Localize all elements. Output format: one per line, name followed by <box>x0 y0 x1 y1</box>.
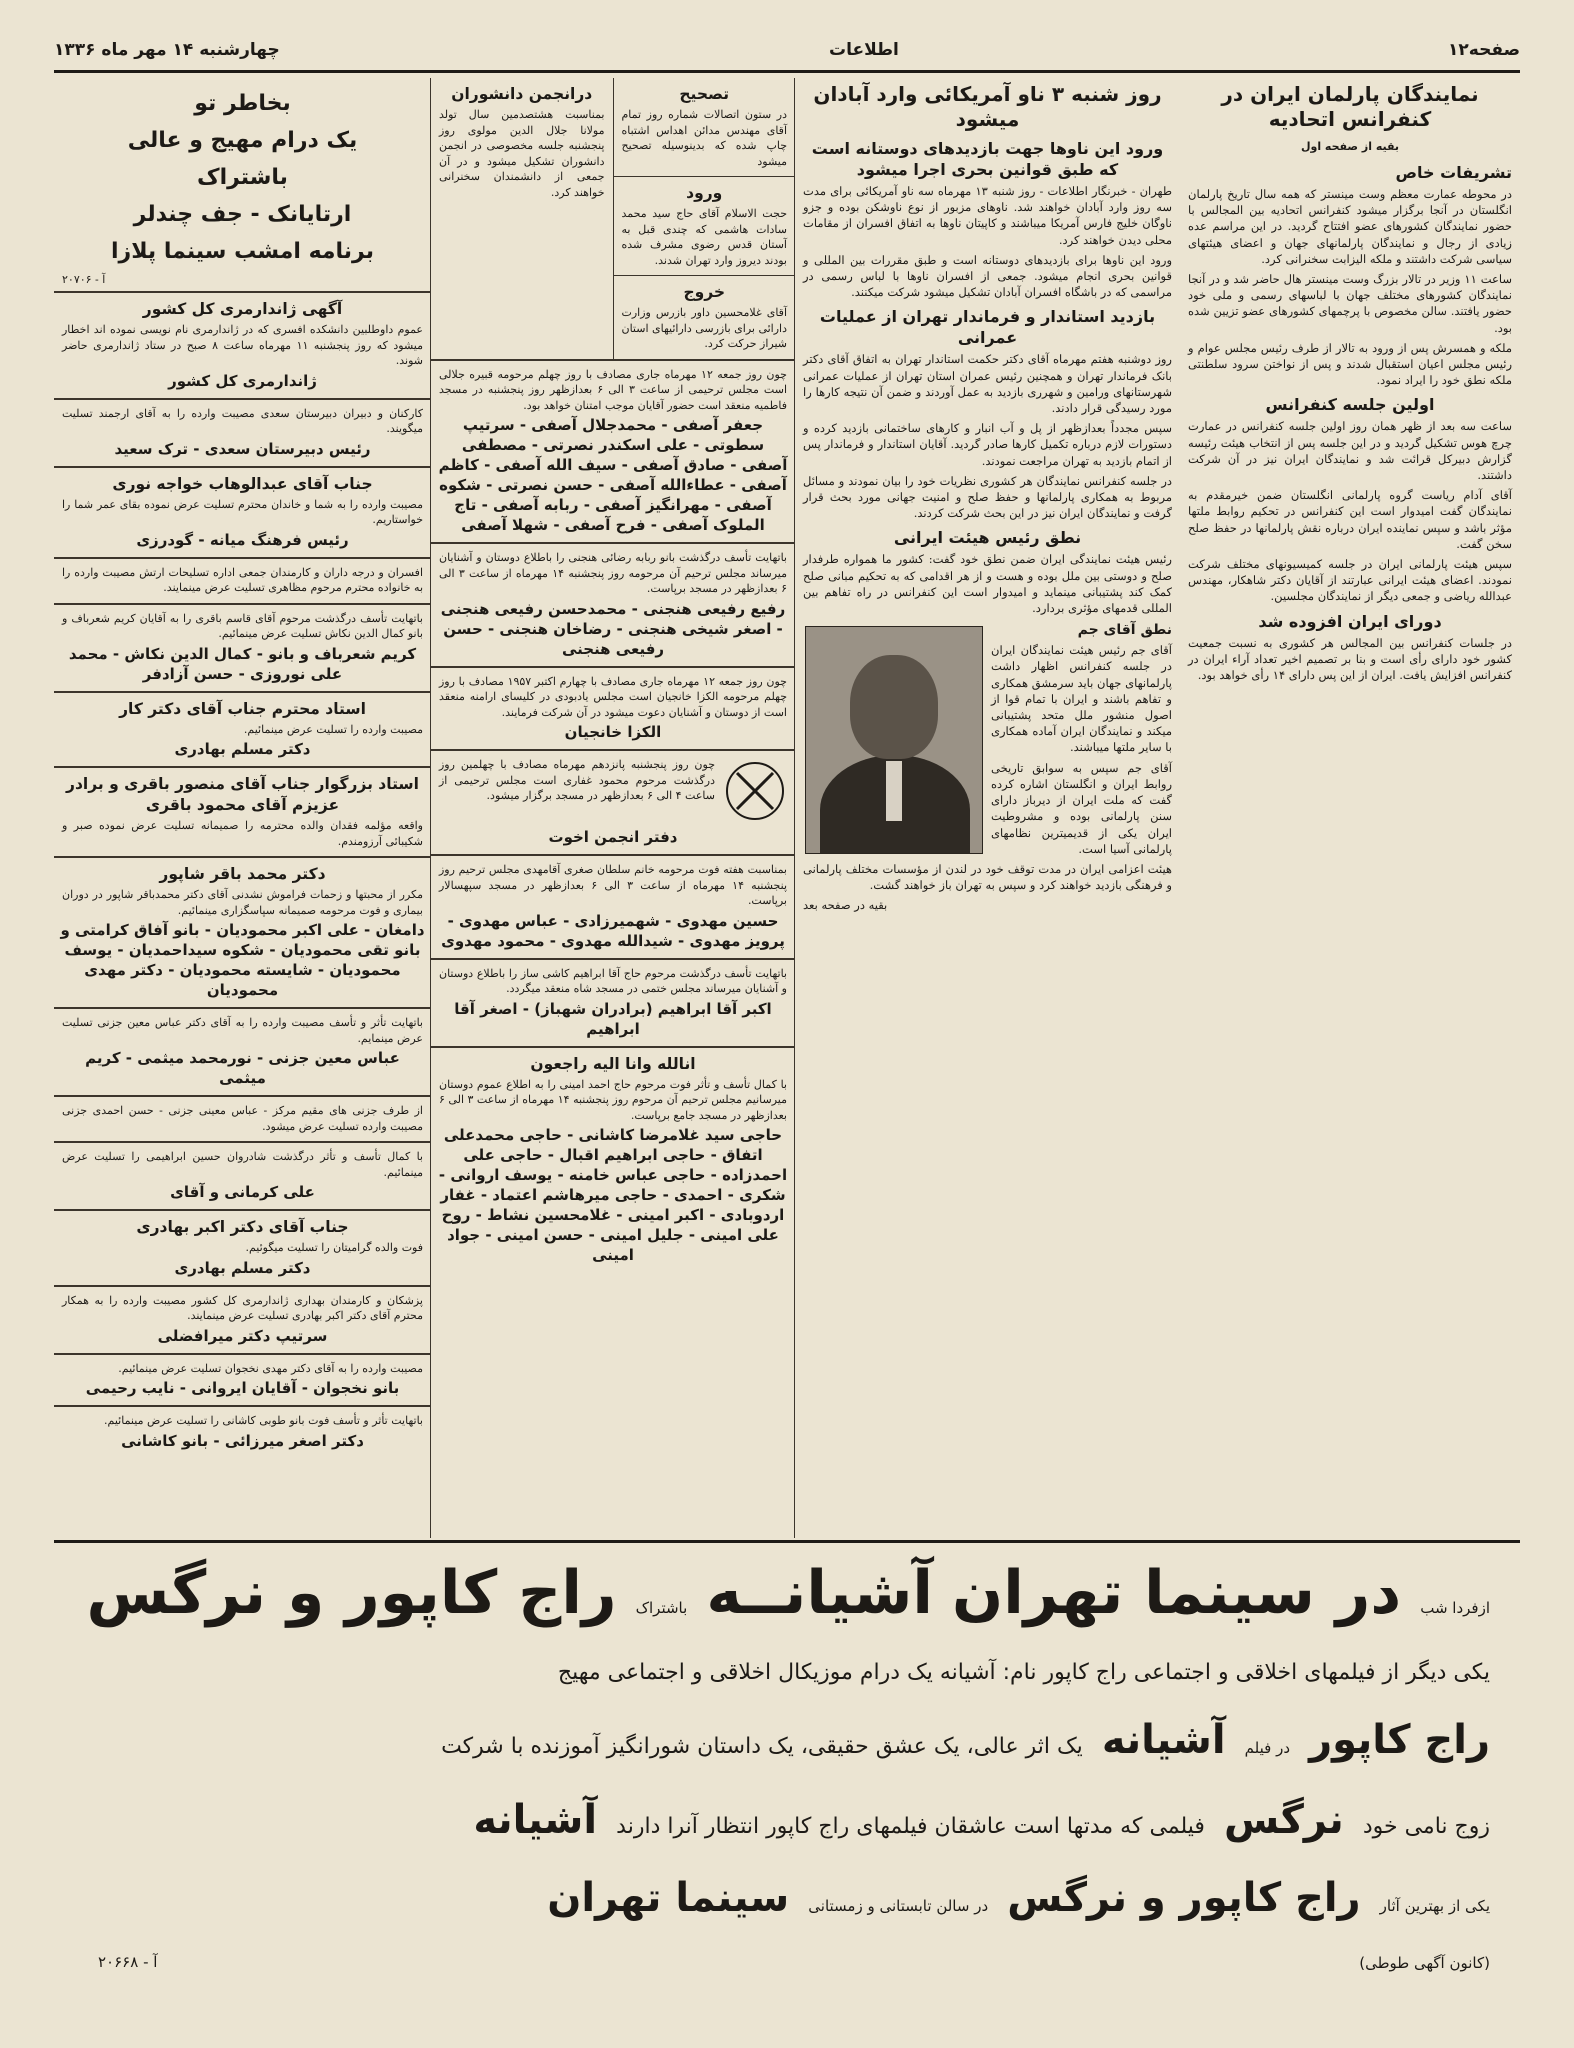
notice-body: بمناسبت هفته فوت مرحومه خانم سلطان صغری آقامهدی مجلس ترحیم روز پنجشنبه ۱۴ مهرماه از ساعت ۳ الی ۶ بعدازظهر در مسجد سپهسالار برپاست. <box>439 863 788 907</box>
notice-signature: دکتر مسلم بهادری <box>174 740 311 758</box>
memorial-notice <box>431 361 795 545</box>
condolence-notice <box>54 1287 431 1355</box>
subheading: نطق رئیس هیئت ایرانی <box>893 528 1082 548</box>
condolence-notice <box>54 605 431 693</box>
notice-heading: آگهی ژاندارمری کل کشور <box>142 300 343 318</box>
notice-signature: اکبر آقا ابراهیم (برادران شهباز) - اصغر آقا ابراهیم <box>454 999 772 1038</box>
paragraph: در محوطه عمارت معظم وست مینستر که همه سال تاریخ پارلمان انگلستان در آنجا برگزار میشود کنفرانس اتحادیه بین المجالس با حضور نمایندگان کشورهای عضو افتتاح گردید. در این مراسم عده زیادی از رجال و نمایندگان پارلمانهای جهان و اعضای هیئتهای سیاسی شرکت داشتند و ملکه الیزابت سخنرانی کرد. <box>1188 187 1512 266</box>
ad-text: یکی از بهترین آثار <box>1379 1897 1490 1915</box>
notice-body: حجت الاسلام آقای حاج سید محمد سادات هاشمی که چندی قبل به آستان قدس رضوی مشرف شده بودند دیروز وارد تهران شدند. <box>621 207 787 267</box>
notice-body: باتهایت تأثر و تأسف مصیبت وارده را به آقای دکتر عباس معین جزنی تسلیت عرض مینمایم. <box>62 1016 423 1045</box>
notice-body: فوت والده گرامیتان را تسلیت میگوئیم. <box>245 1241 423 1254</box>
notice-signature: علی کرمانی و آقای <box>170 1183 315 1201</box>
notice-heading: دکتر محمد باقر شاپور <box>159 865 326 883</box>
notice-body: افسران و درجه داران و کارمندان جمعی اداره تسلیحات ارتش مصیبت وارده را به خانواده محترم مرحوم مظاهری تسلیت عرض مینمایند. <box>62 565 423 594</box>
correction-notice <box>614 78 796 177</box>
notice-body: مکرر از محبتها و زحمات فراموش نشدنی آقای دکتر محمدباقر شاپور در دوران بیماری و فوت مرحومه صمیمانه سپاسگزاری مینمائیم. <box>62 888 423 917</box>
notice-heading: جناب آقای دکتر اکبر بهادری <box>136 1218 349 1236</box>
ad-text: راج کاپور و نرگس <box>1007 1875 1361 1921</box>
notice-body: با کمال تأسف و تأثر فوت مرحوم حاج احمد امینی را به اطلاع عموم دوستان میرسانیم مجلس ترحیم آن مرحوم روز پنجشنبه ۱۴ مهرماه از ساعت ۳ الی ۶ بعدازظهر در مسجد جامع برپاست. <box>439 1077 787 1122</box>
notice-body: بمناسبت هشتصدمین سال تولد مولانا جلال الدین مولوی روز پنجشنبه جلسه مخصوصی در انجمن دانشوران تشکیل میشود و در آن جمعی از دانشمندان سخنرانی خواهند کرد. <box>439 108 605 199</box>
notice-body: باتهایت تأسف درگذشت مرحوم آقای قاسم باقری را به آقایان کریم شعرباف و بانو کمال الدین نکاش تسلیت عرض مینمائیم. <box>62 611 423 640</box>
notice-signature: سرتیپ دکتر میرافضلی <box>157 1326 328 1345</box>
notice-body: مصیبت وارده را به شما و خاندان محترم تسلیت عرض نموده بقای عمر شما را خواستاریم. <box>62 497 423 526</box>
condolence-notice <box>54 1407 431 1458</box>
subheading: ورود این ناوها جهت بازدیدهای دوستانه است که طبق قوانین بحری اجرا میشود <box>811 139 1164 179</box>
notice-signature: کریم شعرباف و بانو - کمال الدین نکاش - محمد علی نوروزی - حسن آزادفر <box>68 644 417 683</box>
notice-body: چون روز پنجشنبه پانزدهم مهرماه مصادف با چهلمین روز درگذشت مرحوم محمود غفاری است مجلس ترحیمی از ساعت ۴ الی ۶ بعدازظهر در مسجد برگزار میشود. <box>439 758 715 802</box>
paragraph: طهران - خبرنگار اطلاعات - روز شنبه ۱۳ مهرماه سه ناو آمریکائی برای مدت سه روز وارد آبادان خواهند شد. ناوهای مزبور از نوع ناوشکن بوده و جزو ناوگان خلیج فارس آمریکا میباشند و کاپیتان ناوها به اتفاق افسران از مقامات محلی دیدن خواهند کرد. <box>803 184 1173 247</box>
notice-signature: دامغان - علی اکبر محمودیان - بانو آفاق کرامتی و بانو تقی محمودیان - شکوه سیداحمدیان - یوسف محمودیان - شایسته محمودیان - دکتر مهدی محمودیان <box>60 921 425 999</box>
ad-text: آشیانه <box>1101 1717 1226 1763</box>
ad-code: آ - ۲۰۶۶۸ <box>98 1953 158 1971</box>
condolence-notice <box>54 559 431 605</box>
column-parliament <box>1180 78 1520 1538</box>
continued-note: بقیه از صفحه اول <box>1300 140 1400 153</box>
condolence-notice <box>54 400 431 468</box>
notice-signature: بانو نخجوان - آقایان ایروانی - نایب رحیمی <box>85 1379 400 1397</box>
headline: نمایندگان پارلمان ایران در کنفرانس اتحادیه <box>1221 82 1479 131</box>
paragraph: در جلسات کنفرانس بین المجالس هر کشوری به نسبت جمعیت کشور خود دارای رأی است و بنا بر تصمیم اخیر تعداد آراء ایران در کنفرانس افزایش یافت. ایران از این پس دارای ۱۴ رأی خواهد بود. <box>1188 635 1512 683</box>
condolence-notice <box>54 1355 431 1408</box>
condolence-notice <box>54 1009 431 1097</box>
notice-heading: جناب آقای عبدالوهاب خواجه نوری <box>112 474 373 493</box>
notice-body: باتهایت تأسف درگذشت مرحوم حاج آقا ابراهیم کاشی ساز را باطلاع دوستان و آشنایان میرساند مجلس ختمی در مسجد شاه منعقد میگردد. <box>439 966 787 995</box>
ad-text: در فیلم <box>1244 1739 1290 1757</box>
ad-text: فیلمی که مدتها است عاشقان فیلمهای راج کاپور انتظار آنرا دارند <box>616 1814 1205 1839</box>
agency-label: (کانون آگهی طوطی) <box>1359 1954 1490 1972</box>
page-number: صفحه۱۲ <box>1448 40 1520 60</box>
notice-body: باتهایت تأثر و تأسف فوت بانو طوبی کاشانی را تسلیت عرض مینمائیم. <box>104 1414 423 1427</box>
scholars-notice <box>431 78 613 207</box>
notice-body: باتهایت تأسف درگذشت بانو ربابه رضائی هنجنی را باطلاع دوستان و آشنایان میرساند مجلس ترحیم آن مرحومه روز پنجشنبه ۱۴ مهرماه از ساعت ۳ الی ۶ بعدازظهر در مسجد برپاست. <box>439 551 788 595</box>
condolence-notice <box>54 693 431 769</box>
ad-title: بخاطر تو <box>194 91 291 116</box>
ad-footer <box>84 1953 1490 1972</box>
paragraph: ساعت ۱۱ وزیر در تالار بزرگ وست مینستر هال حاضر شد و در آنجا نمایندگان کشورهای مختلف جهان با لباسهای رسمی و ملی خود حضور یافتند. سالن مخصوص با پرچمهای کشورهای عضو تزیین شده بود. <box>1188 272 1512 335</box>
notice-body: از طرف جزنی های مقیم مرکز - عباس معینی جزنی - حسن احمدی جزنی مصیبت وارده تسلیت عرض میشود. <box>62 1104 423 1133</box>
masthead <box>54 30 1520 73</box>
notice-body: مصیبت وارده را به آقای دکتر مهدی نخجوان تسلیت عرض مینمائیم. <box>118 1361 423 1375</box>
notice-signature: جعفر آصفی - محمدجلال آصفی - سرتیپ سطوتی - علی اسکندر نصرتی - مصطفی آصفی - صادق آصفی - سیف الله آصفی - کاظم آصفی - عطاءالله آصفی - حسن نصرتی - شکوه آصفی - مهرانگیز آصفی - ربابه آصفی - تاج الملوک آصفی - فرح آصفی - شهلا آصفی <box>438 416 788 534</box>
ad-text: ازفردا شب <box>1420 1599 1490 1617</box>
ad-text: باشتراک <box>635 1599 688 1617</box>
condolence-notice <box>54 1143 431 1211</box>
ad-row-1 <box>84 1557 1490 1629</box>
notice-signature: ژاندارمری کل کشور <box>168 371 317 390</box>
ad-line: ارتایانک - جف چندلر <box>133 202 352 227</box>
memorial-notice <box>431 668 795 752</box>
continued-note: بقیه در صفحه بعد <box>803 898 888 913</box>
paragraph: ساعت سه بعد از ظهر همان روز اولین جلسه کنفرانس در عمارت چرچ هوس تشکیل گردید و در این جلسه پس از انتخاب هیئت رئیسه گزارش دبیرکل قرائت شد و نمایندگان ایران نیز در آن شرکت داشتند. <box>1188 419 1512 483</box>
ad-text: نرگس <box>1224 1797 1344 1843</box>
ad-text: زوج نامی خود <box>1362 1814 1490 1839</box>
condolence-notice <box>54 1211 431 1287</box>
column-notices <box>430 78 795 1538</box>
thanks-notice <box>54 858 431 1009</box>
ad-text: یکی دیگر از فیلمهای اخلاقی و اجتماعی راج کاپور نام: آشیانه یک درام موزیکال اخلاقی و اجتماعی مهیج <box>557 1660 1490 1685</box>
ad-row-4 <box>84 1795 1490 1845</box>
column-navy-visit <box>794 78 1180 1538</box>
arrival-notice <box>614 177 796 276</box>
notice-signature: رئیس فرهنگ میانه - گودرزی <box>136 530 349 549</box>
notice-body: در ستون اتصالات شماره روز تمام آقای مهندس مدائن اهداس اشتباه چاپ شده که بدینوسیله تصحیح میشود <box>621 108 787 168</box>
notice-signature: دکتر مسلم بهادری <box>174 1258 311 1277</box>
memorial-notice <box>431 751 795 856</box>
paragraph: روز دوشنبه هفتم مهرماه آقای دکتر حکمت استاندار تهران به اتفاق آقای دکتر بانک فرماندار تهران و همچنین رئیس عمران استان تهران از عملیات عمرانی شهرستانهای ورامین و شهرری بازدید به عمل آوردند و ضمن آن نتیجه کارها را مورد رسیدگی قرار دادند. <box>803 352 1172 416</box>
notice-signature: حاجی سید غلامرضا کاشانی - حاجی محمدعلی اتفاق - حاجی ابراهیم اقبال - حاجی علی احمدزاده - حاجی عباس خامنه - یوسف اروانی - شکری - احمدی - حاجی میرهاشم اعتماد - غفار اردوبادی - اکبر امینی - غلامحسین نشاط - روح علی امینی - جلیل امینی - حسن امینی - جواد امینی <box>438 1126 788 1264</box>
ad-text: راج کاپور <box>1309 1717 1490 1763</box>
ad-line: باشتراک <box>197 165 288 190</box>
notice-body: عموم داوطلبین دانشکده افسری که در ژاندارمری نام نویسی نموده اند اخطار میشود که روز پنجشنبه ۱۱ مهرماه ساعت ۸ صبح در ستاد ژاندارمری حاضر شوند. <box>62 323 423 367</box>
notice-signature: دفتر انجمن اخوت <box>548 828 678 846</box>
paragraph: آقای جم رئیس هیئت نمایندگان ایران در جلسه کنفرانس اظهار داشت پارلمانهای جهان باید سرمشق همکاری و تفاهم باشند و ایران با تمام قوا از اصول منشور ملل متحد پشتیبانی میکند و نمایندگان ایران آماده همکاری با سایر ملتها میباشند. <box>991 643 1172 755</box>
paragraph: ملکه و همسرش پس از ورود به تالار از طرف رئیس مجلس عوام و رئیس مجلس اعیان استقبال شدند و پس از نواختن سرود سلطنتی ملکه نطق خود را ایراد نمود. <box>1188 340 1512 388</box>
condolence-notice <box>54 468 431 559</box>
notice-heading: تصحیح <box>679 85 730 103</box>
ad-row-2 <box>84 1659 1490 1687</box>
memorial-notice <box>431 960 795 1048</box>
notice-signature: حسین مهدوی - شهمیرزادی - عباس مهدوی - پرویز مهدوی - شیدالله مهدوی - محمود مهدوی <box>441 911 785 950</box>
memorial-notice <box>431 1048 795 1273</box>
notice-body: آقای غلامحسین داور بازرس وزارت دارائی برای بازرسی دارائیهای استان شیراز حرکت کرد. <box>621 306 787 350</box>
subheading: اولین جلسه کنفرانس <box>1265 395 1435 415</box>
condolence-notice <box>54 1097 431 1143</box>
ad-text: راج کاپور و نرگس <box>86 1558 617 1628</box>
ad-text: سینما تهران <box>547 1875 790 1921</box>
memorial-notice <box>431 544 795 668</box>
column-condolences <box>54 78 431 1538</box>
notice-body: با کمال تأسف و تأثر درگذشت شادروان حسین ابراهیمی را تسلیت عرض مینمائیم. <box>62 1150 423 1179</box>
paragraph: ورود این ناوها برای بازدیدهای دوستانه است و طبق مقررات بین المللی و قوانین بحری انجام میشود. جمعی از افسران ناوها با لباس رسمی در مراسمی که در باشگاه افسران آبادان تشکیل میشود شرکت میکنند. <box>803 252 1172 300</box>
notice-body: کارکنان و دبیران دبیرستان سعدی مصیبت وارده را به آقای ارجمند تسلیت میگویند. <box>62 406 423 435</box>
subheading: نطق آقای جم <box>1077 622 1172 639</box>
notice-heading: ورود <box>686 184 723 202</box>
notice-body: چون روز جمعه ۱۲ مهرماه جاری مصادف با روز چهلم مرحومه قبیره جلالی است مجلس ترحیمی از ساعت ۳ الی ۶ بعدازظهر روز پنجشنبه در مسجد فاطمیه منعقد است حضور آقایان موجب امتنان خواهد بود. <box>439 367 787 412</box>
subheading: دورای ایران افزوده شد <box>1258 611 1442 631</box>
departure-notice <box>614 276 796 359</box>
paragraph: سپس مجدداً بعدازظهر از پل و آب انبار و کارهای ساختمانی بازدید کرده و دستورات لازم درباره تکمیل کارها صادر گردید. آقایان استاندار و فرماندار پس از اتمام بازدید به تهران مراجعت نمودند. <box>803 421 1172 468</box>
ad-text: آشیانــه <box>706 1558 933 1628</box>
subheading: تشریفات خاص <box>1395 163 1512 182</box>
subheading: بازدید استاندار و فرماندار تهران از عملیات عمرانی <box>819 307 1156 348</box>
ad-text: آشیانه <box>473 1797 598 1843</box>
headline: روز شنبه ۳ ناو آمریکائی وارد آبادان میشود <box>813 82 1162 131</box>
notice-signature: دکتر اصغر میرزائی - بانو کاشانی <box>121 1431 364 1450</box>
memorial-notice <box>431 856 795 960</box>
paragraph: آقای جم سپس به سوابق تاریخی روابط ایران و انگلستان اشاره کرده گفت که ملت ایران از دیرباز دارای سنن پارلمانی بوده و مشروطیت ایران یکی از قدیمیترین نظامهای پارلمانی آسیا است. <box>991 760 1172 856</box>
cinema-advertisement <box>54 1540 1520 2023</box>
paragraph: هیئت اعزامی ایران در مدت توقف خود در لندن از مؤسسات مختلف پارلمانی و فرهنگی بازدید خواهند کرد و سپس به تهران باز خواهند گشت. <box>803 861 1172 893</box>
paragraph: آقای آدام ریاست گروه پارلمانی انگلستان ضمن خیرمقدم به نمایندگان گفت امیدوار است این کنفرانس در تحکیم روابط ملتها مؤثر باشد و سپس نماینده ایران درباره نقش پارلمانها در حفظ صلح سخن گفت. <box>1188 488 1512 551</box>
ad-text: یک اثر عالی، یک عشق حقیقی، یک داستان شورانگیز آموزنده با شرکت <box>441 1734 1083 1759</box>
notice-body: پزشکان و کارمندان بهداری ژاندارمری کل کشور مصیبت وارده را به همکار محترم آقای دکتر اکبر بهادری تسلیت عرض مینمایند. <box>62 1293 423 1322</box>
cinema-ad <box>54 78 431 293</box>
notice-heading: درانجمن دانشوران <box>451 85 593 103</box>
notice-signature: الکزا خانجیان <box>564 723 662 741</box>
notice-heading: انالله وانا الیه راجعون <box>530 1054 696 1073</box>
notice-body: چون روز جمعه ۱۲ مهرماه جاری مصادف با چهارم اکتبر ۱۹۵۷ مصادف با روز چهلم مرحومه الکزا خانجیان است مجلس یادبودی در کلیسای ارامنه منعقد است از دوستان و آشنایان دعوت میشود در آن شرکت فرمایند. <box>439 674 787 719</box>
ad-row-5 <box>84 1873 1490 1923</box>
ad-line: یک درام مهیج و عالی <box>127 128 358 153</box>
gendarmerie-notice <box>54 293 431 400</box>
notice-heading: استاد بزرگوار جناب آقای منصور باقری و برادر عزیزم آقای محمود باقری <box>66 775 419 814</box>
ad-code: آ - ۲۰۷۰۶ <box>62 273 106 286</box>
paper-name: اطلاعات <box>828 40 899 60</box>
paragraph: سپس هیئت پارلمانی ایران در جلسه کمیسیونهای مختلف شرکت نمودند. اعضای هیئت ایرانی عبارتند از آقایان دکتر شاهکار، مهندس عبدالله ریاضی و جمعی دیگر از نمایندگان مجلسین. <box>1188 557 1512 604</box>
ad-text: در سالن تابستانی و زمستانی <box>808 1897 989 1915</box>
emblem-icon <box>723 759 787 823</box>
notice-body: مصیبت وارده را تسلیت عرض مینمائیم. <box>243 722 423 736</box>
notice-heading: استاد محترم جناب آقای دکتر کار <box>119 699 366 718</box>
ad-line: برنامه امشب سینما پلازا <box>110 239 375 264</box>
ad-row-3 <box>84 1715 1490 1765</box>
ad-text: در سینما تهران <box>952 1558 1402 1628</box>
portrait-photo <box>805 626 983 854</box>
notice-signature: عباس معین جزنی - نورمحمد میثمی - کریم میثمی <box>85 1049 400 1087</box>
notice-heading: خروج <box>683 283 726 301</box>
condolence-notice <box>54 768 431 858</box>
notice-signature: رئیس دبیرستان سعدی - ترک سعید <box>114 439 371 458</box>
issue-date: چهارشنبه ۱۴ مهر ماه ۱۳۳۶ <box>54 40 280 60</box>
notice-body: واقعه مؤلمه فقدان والده محترمه را صمیمانه تسلیت عرض نموده صبر و شکیبائی آرزومندم. <box>62 819 423 848</box>
paragraph: رئیس هیئت نمایندگی ایران ضمن نطق خود گفت: کشور ما همواره طرفدار صلح و دوستی بین ملل بوده و هست و از هر اقدامی که به تحکیم مبانی صلح کمک کند پشتیبانی مینماید و امیدوار است این کنفرانس در راه تفاهم بین المللی قدمهای مؤثری بردارد. <box>803 552 1172 616</box>
notice-signature: رفیع رفیعی هنجنی - محمدحسن رفیعی هنجنی - اصغر شیخی هنجنی - رضاخان هنجنی - حسن رفیعی هنجنی <box>440 599 786 658</box>
paragraph: در جلسه کنفرانس نمایندگان هر کشوری نظریات خود را بیان نمودند و مسائل مربوط به همکاری پارلمانها و حفظ صلح و امنیت جهانی مورد بحث قرار گرفت و نمایندگان ایران نیز در این بحث شرکت کردند. <box>803 473 1172 521</box>
